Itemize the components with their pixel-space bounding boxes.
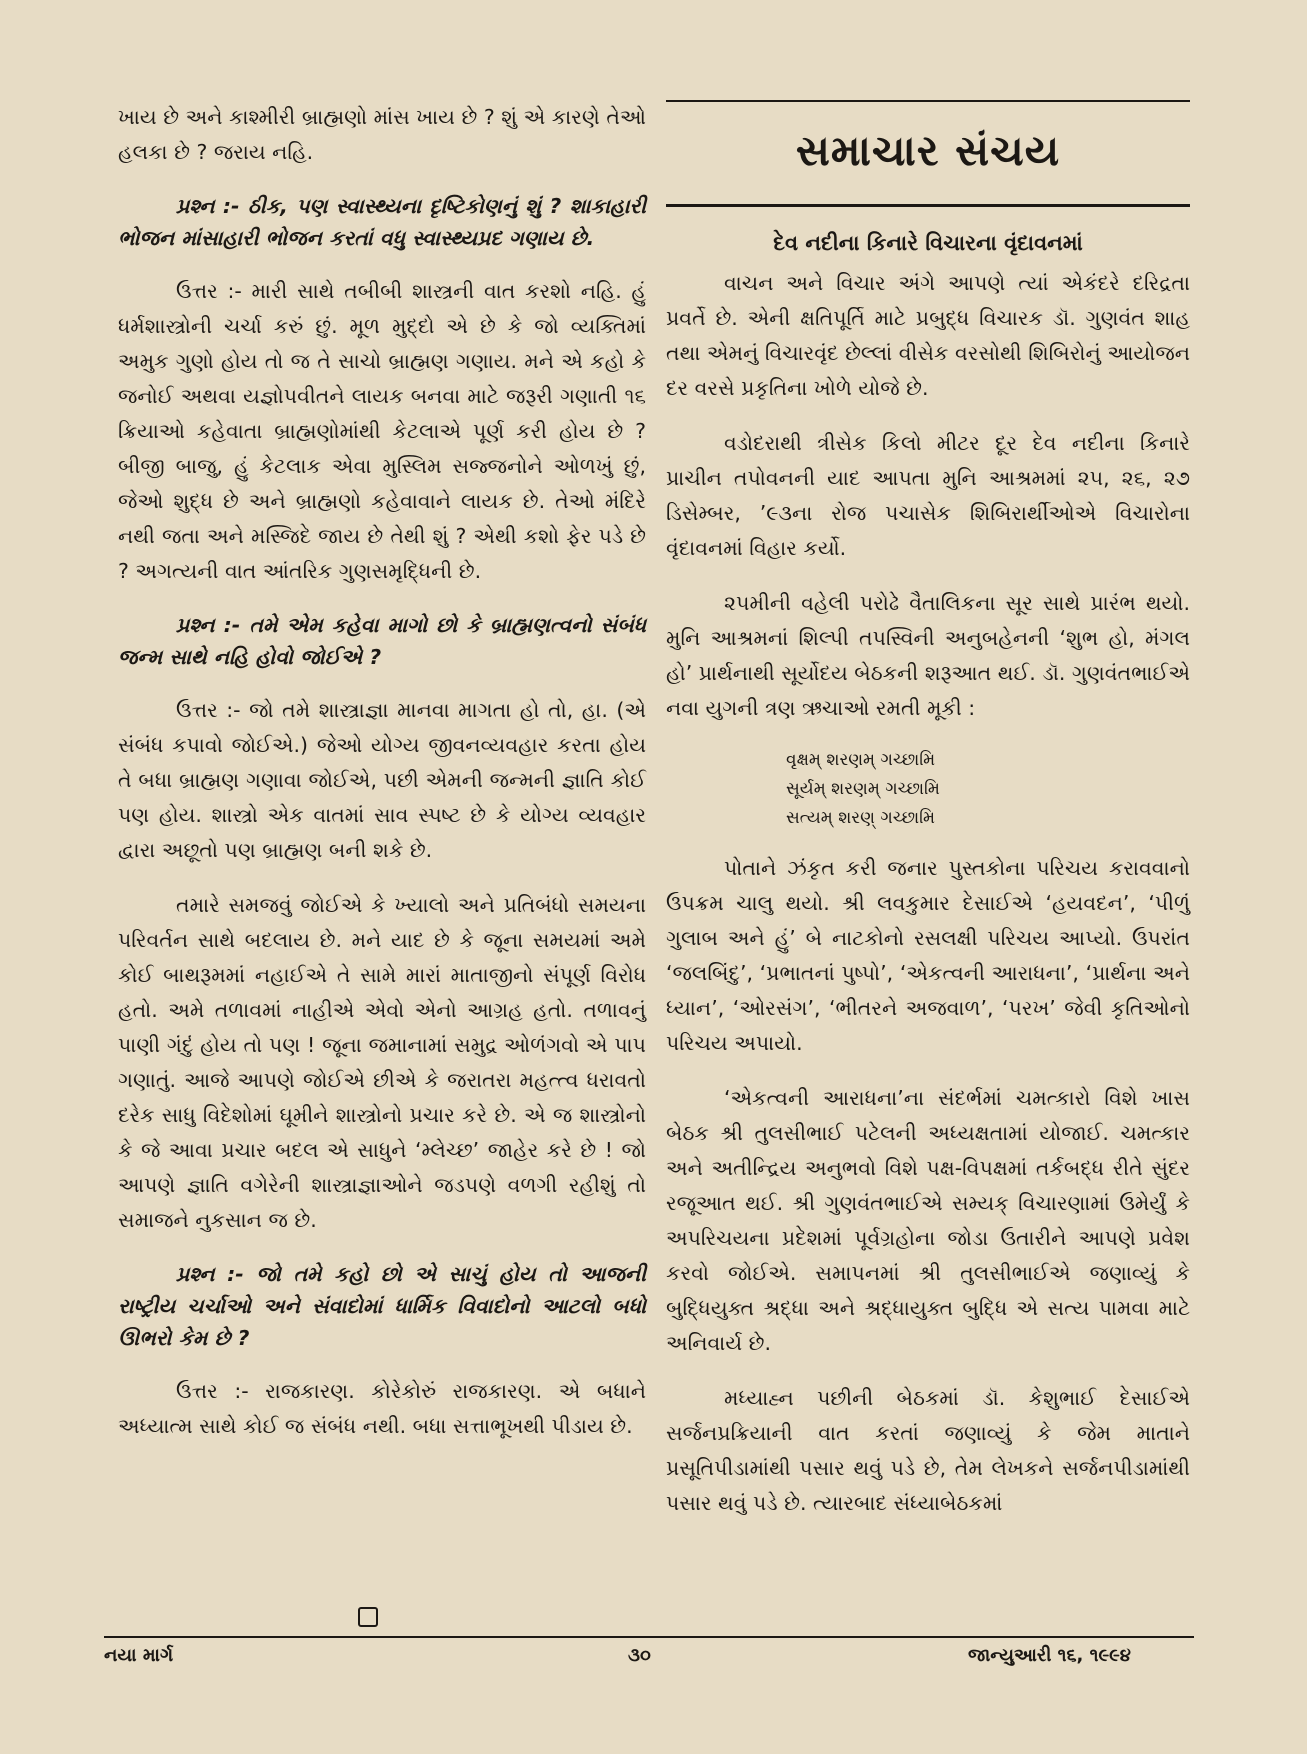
question-paragraph: પ્રશ્ન :- તમે એમ કહેવા માગો છો કે બ્રાહ્મણત્વનો સંબંધ જન્મ સાથે નહિ હોવો જોઈએ ? xyxy=(118,613,646,669)
right-column xyxy=(666,100,1190,1541)
section-title: સમાચાર સંચય xyxy=(795,126,1061,175)
question-paragraph: પ્રશ્ન :- ઠીક, પણ સ્વાસ્થ્યના દૃષ્ટિકોણનું શું ? શાકાહારી ભોજન માંસાહારી ભોજન કરતાં વધુ સ્વાસ્થ્યપ્રદ ગણાય છે. xyxy=(118,194,646,250)
publication-name: નયા માર્ગ xyxy=(104,1645,174,1666)
section-bottom-rule xyxy=(666,204,1190,207)
article-end-mark xyxy=(358,1607,378,1627)
paragraph: ૨૫મીની વહેલી પરોઢે વૈતાલિકના સૂર સાથે પ્રારંભ થયો. મુનિ આશ્રમનાં શિલ્પી તપસ્વિની અનુબહેનની ‘શુભ હો, મંગલ હો’ પ્રાર્થનાથી સૂર્યોદય બેઠકની શરૂઆત થઈ. ડૉ. ગુણવંતભાઈએ નવા યુગની ત્રણ ઋચાઓ રમતી મૂકી : xyxy=(666,591,1190,720)
verse-line: સત્યમ્ શરણ્ ગચ્છામિ xyxy=(786,808,936,828)
answer-paragraph: ઉત્તર :- મારી સાથે તબીબી શાસ્ત્રની વાત કરશો નહિ. હું ધર્મશાસ્ત્રોની ચર્ચા કરું છું. મૂળ મુદ્દો એ છે કે જો વ્યક્તિમાં અમુક ગુણો હોય તો જ તે સાચો બ્રાહ્મણ ગણાય. મને એ કહો કે જનોઈ અથવા યજ્ઞોપવીતને લાયક બનવા માટે જરૂરી ગણાતી ૧૬ ક્રિયાઓ કહેવાતા બ્રાહ્મણોમાંથી કેટલાએ પૂર્ણ કરી હોય છે ? બીજી બાજુ, હું કેટલાક એવા મુસ્લિમ સજ્જનોને ઓળખું છું, જેઓ શુદ્ધ છે અને બ્રાહ્મણો કહેવાવાને લાયક છે. તેઓ મંદિરે નથી જતા અને મસ્જિદે જાય છે તેથી શું ? એથી કશો ફેર પડે છે ? અગત્યની વાત આંતરિક ગુણસમૃદ્ધિની છે. xyxy=(118,279,646,583)
answer-paragraph: ઉત્તર :- રાજકારણ. કોરેકોરું રાજકારણ. એ બધાને અધ્યાત્મ સાથે કોઈ જ સંબંધ નથી. બધા સત્તાભૂખથી પીડાય છે. xyxy=(118,1379,646,1438)
left-column xyxy=(118,100,646,1464)
article-heading: દેવ નદીના કિનારે વિચારના વૃંદાવનમાં xyxy=(773,231,1083,255)
paragraph: ‘એકત્વની આરાધના’ના સંદર્ભમાં ચમત્કારો વિશે ખાસ બેઠક શ્રી તુલસીભાઈ પટેલની અધ્યક્ષતામાં યોજાઈ. ચમત્કાર અને અતીન્દ્રિય અનુભવો વિશે પક્ષ-વિપક્ષમાં તર્કબદ્ધ રીતે સુંદર રજૂઆત થઈ. શ્રી ગુણવંતભાઈએ સમ્યક્ વિચારણામાં ઉમેર્યું કે અપરિચયના પ્રદેશમાં પૂર્વગ્રહોના જોડા ઉતારીને આપણે પ્રવેશ કરવો જોઈએ. સમાપનમાં શ્રી તુલસીભાઈએ જણાવ્યું કે બુદ્ધિયુક્ત શ્રદ્ધા અને શ્રદ્ધાયુક્ત બુદ્ધિ એ સત્ય પામવા માટે અનિવાર્ય છે. xyxy=(666,1086,1190,1355)
footer-rule xyxy=(104,1636,1194,1638)
page-number: ૩૦ xyxy=(628,1645,651,1666)
paragraph: પોતાને ઝંકૃત કરી જનાર પુસ્તકોના પરિચય કરાવવાનો ઉપક્રમ ચાલુ થયો. શ્રી લવકુમાર દેસાઈએ ‘હયવદન’, ‘પીળું ગુલાબ અને હું’ બે નાટકોનો રસલક્ષી પરિચય આપ્યો. ઉપરાંત ‘જલબિંદુ’, ‘પ્રભાતનાં પુષ્પો’, ‘એકત્વની આરાધના’, ‘પ્રાર્થના અને ધ્યાન’, ‘ઓરસંગ’, ‘ભીતરને અજવાળ’, ‘પરખ’ જેવી કૃતિઓનો પરિચય અપાયો. xyxy=(666,856,1190,1055)
paragraph: વાચન અને વિચાર અંગે આપણે ત્યાં એકંદરે દરિદ્રતા પ્રવર્તે છે. એની ક્ષતિપૂર્તિ માટે પ્રબુદ્ધ વિચારક ડૉ. ગુણવંત શાહ તથા એમનું વિચારવૃંદ છેલ્લાં વીસેક વરસોથી શિબિરોનું આયોજન દર વરસે પ્રકૃતિના ખોળે યોજે છે. xyxy=(666,271,1190,400)
paragraph: તમારે સમજવું જોઈએ કે ખ્યાલો અને પ્રતિબંધો સમયના પરિવર્તન સાથે બદલાય છે. મને યાદ છે કે જૂના સમયમાં અમે કોઈ બાથરૂમમાં નહાઈએ તે સામે મારાં માતાજીનો સંપૂર્ણ વિરોધ હતો. અમે તળાવમાં નાહીએ એવો એનો આગ્રહ હતો. તળાવનું પાણી ગંદું હોય તો પણ ! જૂના જમાનામાં સમુદ્ર ઓળંગવો એ પાપ ગણાતું. આજે આપણે જોઈએ છીએ કે જરાતરા મહત્ત્વ ધરાવતો દરેક સાધુ વિદેશોમાં ઘૂમીને શાસ્ત્રોનો પ્રચાર કરે છે. એ જ શાસ્ત્રોનો કે જે આવા પ્રચાર બદલ એ સાધુને ‘મ્લેચ્છ’ જાહેર કરે છે ! જો આપણે જ્ઞાતિ વગેરેની શાસ્ત્રાજ્ઞાઓને જડપણે વળગી રહીશું તો સમાજને નુકસાન જ છે. xyxy=(118,893,646,1232)
verse-block xyxy=(666,746,1190,833)
verse-line: સૂર્યમ્ શરણમ્ ગચ્છામિ xyxy=(786,779,940,799)
answer-paragraph: ઉત્તર :- જો તમે શાસ્ત્રાજ્ઞા માનવા માગતા હો તો, હા. (એ સંબંધ કપાવો જોઈએ.) જેઓ યોગ્ય જીવનવ્યવહાર કરતા હોય તે બધા બ્રાહ્મણ ગણાવા જોઈએ, પછી એમની જન્મની જ્ઞાતિ કોઈ પણ હોય. શાસ્ત્રો એક વાતમાં સાવ સ્પષ્ટ છે કે યોગ્ય વ્યવહાર દ્વારા અછૂતો પણ બ્રાહ્મણ બની શકે છે. xyxy=(118,698,646,862)
question-paragraph: પ્રશ્ન :- જો તમે કહો છો એ સાચું હોય તો આજની રાષ્ટ્રીય ચર્ચાઓ અને સંવાદોમાં ધાર્મિક વિવાદોનો આટલો બધો ઊભરો કેમ છે ? xyxy=(118,1262,646,1350)
paragraph: ખાય છે અને કાશ્મીરી બ્રાહ્મણો માંસ ખાય છે ? શું એ કારણે તેઓ હલકા છે ? જરાય નહિ. xyxy=(118,105,646,164)
section-top-rule xyxy=(666,100,1190,102)
paragraph: મધ્યાહ્ન પછીની બેઠકમાં ડૉ. કેશુભાઈ દેસાઈએ સર્જનપ્રક્રિયાની વાત કરતાં જણાવ્યું કે જેમ માતાને પ્રસૂતિપીડામાંથી પસાર થવું પડે છે, તેમ લેખકને સર્જનપીડામાંથી પસાર થવું પડે છે. ત્યારબાદ સંધ્યાબેઠકમાં xyxy=(666,1386,1190,1515)
issue-date: જાન્યુઆરી ૧૬, ૧૯૯૪ xyxy=(968,1645,1131,1666)
paragraph: વડોદરાથી ત્રીસેક કિલો મીટર દૂર દેવ નદીના કિનારે પ્રાચીન તપોવનની યાદ આપતા મુનિ આશ્રમમાં ૨૫, ૨૬, ૨૭ ડિસેમ્બર, ’૯૩ના રોજ પચાસેક શિબિરાર્થીઓએ વિચારોના વૃંદાવનમાં વિહાર કર્યો. xyxy=(666,431,1190,560)
verse-line: વૃક્ષમ્ શરણમ્ ગચ્છામિ xyxy=(786,750,936,770)
